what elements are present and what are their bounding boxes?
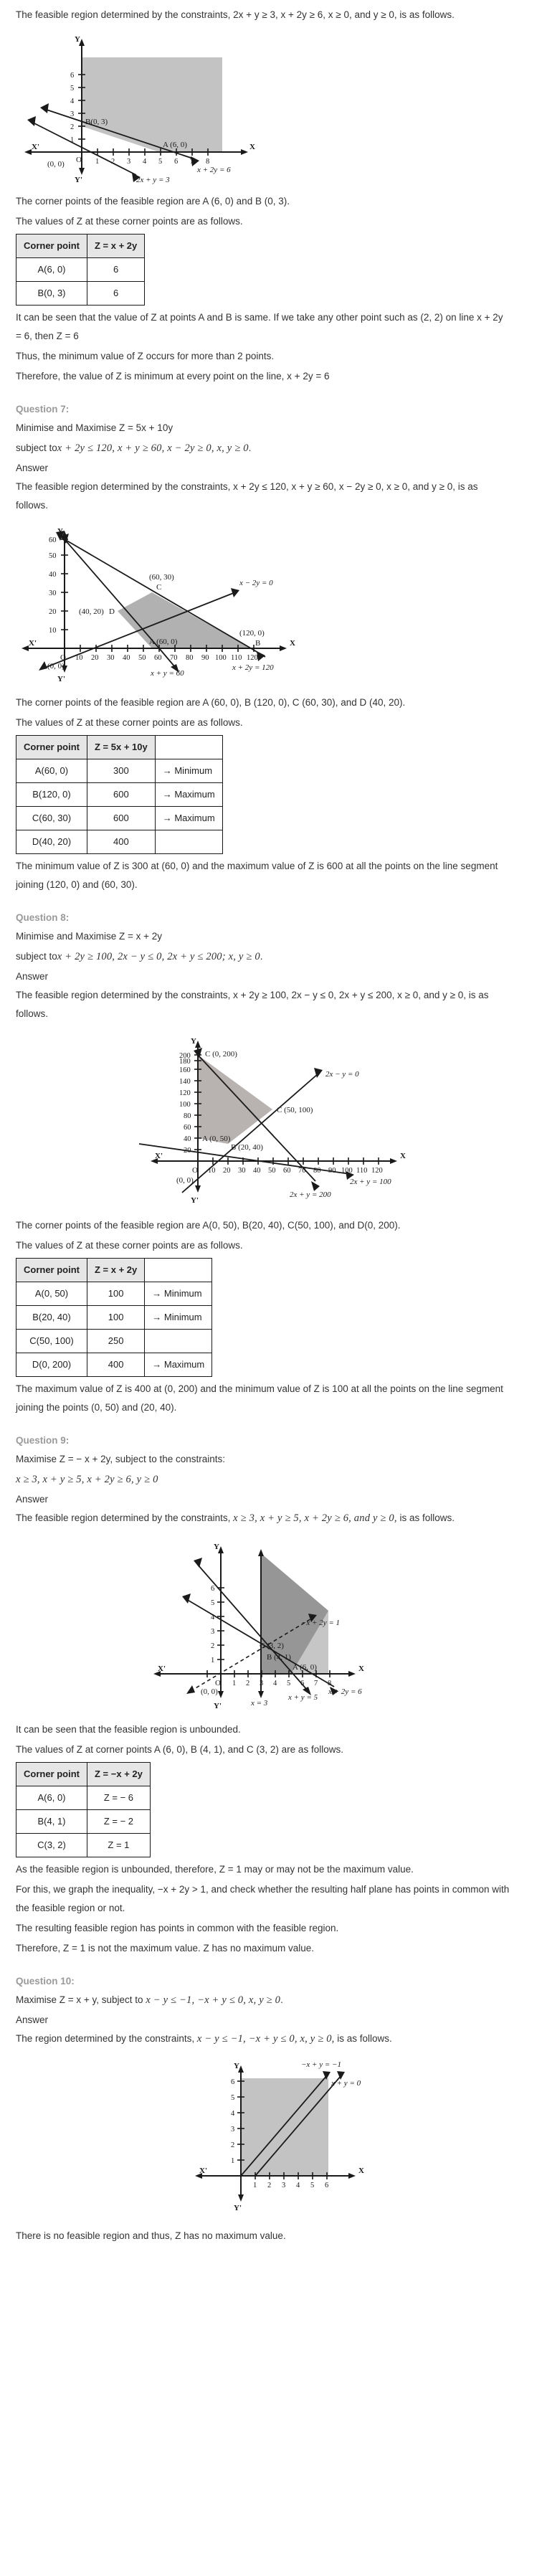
svg-text:90: 90 (201, 654, 209, 662)
svg-text:2: 2 (111, 158, 115, 166)
q7-answer-label: Answer (16, 463, 49, 473)
table-row (16, 1282, 212, 1306)
q9-x-axis-arrow-right (348, 1671, 356, 1677)
q9-label-Y: Y (214, 1543, 219, 1551)
figure-q6-feasible-region (16, 30, 526, 188)
svg-text:2: 2 (267, 2182, 272, 2189)
q7-values-text: The values of Z at these corner points are as follows. (16, 717, 243, 728)
figure-q10-region (16, 2054, 526, 2222)
q6-label-origin-coords: (0, 0) (47, 160, 65, 169)
q8-point-d-label: C (0, 200) (205, 1050, 237, 1059)
q7-label-Y-neg: Y' (57, 675, 65, 683)
cell-corner-point: D(0, 200) (16, 1353, 87, 1377)
svg-text:100: 100 (179, 1101, 191, 1109)
svg-text:110: 110 (231, 654, 242, 662)
svg-text:6: 6 (211, 1585, 215, 1593)
q8-shaded-region (198, 1055, 272, 1144)
q8-line2-label: 2x + y = 100 (350, 1178, 391, 1186)
q9-graph-svg (113, 1533, 429, 1713)
q10-conclusion: There is no feasible region and thus, Z has no maximum value. (16, 2230, 286, 2241)
q6-point-b-label: B(0, 3) (85, 118, 108, 126)
q10-line1-label: −x + y = −1 (301, 2060, 341, 2069)
q6-conclusion-1: It can be seen that the value of Z at points A and B is same. If we take any other point such as (2, 2) on line x + 2y = 6, then Z = 6 (16, 312, 503, 341)
svg-text:6: 6 (174, 158, 179, 166)
svg-text:140: 140 (179, 1078, 191, 1086)
q6-label-Y-neg: Y' (75, 176, 82, 184)
svg-text:10: 10 (208, 1167, 216, 1175)
q9-answer-label: Answer (16, 1494, 49, 1505)
svg-text:5: 5 (310, 2182, 315, 2189)
svg-text:50: 50 (268, 1167, 276, 1175)
svg-text:60: 60 (154, 654, 162, 662)
q10-label-Y: Y (234, 2062, 239, 2070)
svg-text:10: 10 (49, 627, 57, 635)
q9-intro-text (16, 1509, 510, 1528)
q9-values-text: The values of Z at corner points A (6, 0), B (4, 1), and C (3, 2) are as follows. (16, 1744, 343, 1755)
q7-line1-label: x − 2y = 0 (239, 579, 273, 587)
cell-corner-point: B(4, 1) (16, 1810, 87, 1834)
q8-conclusion: The maximum value of Z is 400 at (0, 200) and the minimum value of Z is 100 at all the points on the line segment joining the points (0, 50) and (20, 40). (16, 1383, 503, 1413)
svg-text:10: 10 (75, 654, 83, 662)
table-row (16, 258, 145, 282)
q8-values-text: The values of Z at these corner points are as follows. (16, 1240, 243, 1251)
q7-point-c-coords: (60, 30) (149, 573, 174, 582)
svg-text:120: 120 (371, 1167, 383, 1175)
cell-z-value: Z = 1 (87, 1834, 151, 1857)
svg-text:50: 50 (49, 552, 57, 560)
cell-note: → Minimum (155, 759, 222, 783)
q6-conclusion-2: Thus, the minimum value of Z occurs for more than 2 points. (16, 351, 275, 361)
svg-text:4: 4 (231, 2110, 235, 2118)
svg-text:3: 3 (211, 1628, 215, 1636)
q7-label-Y: Y (57, 527, 63, 536)
q9-conclusion-3: The resulting feasible region has points in common with the feasible region. (16, 1923, 339, 1933)
q9-line-x2y6-arrow (182, 1594, 191, 1604)
q8-label-origin: O (192, 1166, 198, 1175)
q6-z-values-table (16, 234, 145, 306)
svg-text:4: 4 (273, 1680, 277, 1687)
th-z-value: Z = −x + 2y (87, 1763, 151, 1786)
q9-label-Y-neg: Y' (214, 1702, 222, 1710)
q9-z-values-table (16, 1762, 151, 1857)
q10-y-axis-arrow-down (238, 2194, 244, 2202)
q8-label-X-neg: X' (155, 1152, 163, 1160)
q9-x-tick-labels (232, 1680, 331, 1687)
q6-x-axis-arrow-right (241, 149, 248, 155)
q8-corner-points-text: The corner points of the feasible region are A(0, 50), B(20, 40), C(50, 100), and D(0, 200). (16, 1220, 401, 1231)
svg-text:180: 180 (179, 1058, 191, 1066)
q7-line3-arrow2 (39, 661, 47, 671)
q6-values-text: The values of Z at these corner points are as follows. (16, 216, 243, 227)
q8-subject-line: subject tox + 2y ≥ 100, 2x − y ≤ 0, 2x + y ≤ 200; x, y ≥ 0. (16, 951, 263, 962)
cell-z-value: 6 (87, 258, 145, 282)
q7-point-a-label: A (60, 0) (149, 638, 178, 646)
q10-constraints: x − y ≤ −1, −x + y ≤ 0, x, y ≥ 0 (146, 1994, 281, 2006)
cell-z-value: 600 (87, 783, 156, 807)
svg-text:60: 60 (283, 1167, 291, 1175)
cell-note: → Minimum (145, 1306, 212, 1330)
cell-corner-point: A(60, 0) (16, 759, 87, 783)
q7-x-axis-arrow-left (22, 645, 29, 651)
q8-x-tick-labels (208, 1167, 383, 1175)
svg-text:5: 5 (287, 1680, 291, 1687)
q7-label-X: X (290, 639, 295, 648)
figure-q9-feasible-region (16, 1533, 526, 1716)
q6-conclusion-3: Therefore, the value of Z is minimum at every point on the line, x + 2y = 6 (16, 371, 330, 382)
q8-label-X: X (400, 1152, 406, 1160)
cell-z-value: 250 (87, 1330, 145, 1353)
q6-label-X-neg: X' (32, 143, 39, 151)
q9-point-c-label: C (3, 2) (260, 1642, 284, 1650)
q8-statement: Minimise and Maximise Z = x + 2y (16, 931, 163, 942)
q6-x-tick-labels (95, 158, 209, 166)
cell-z-value: 6 (87, 282, 145, 306)
table-header-row (16, 235, 145, 258)
q9-point-b-label: B (4, 1) (267, 1653, 291, 1662)
svg-text:200: 200 (179, 1052, 191, 1060)
cell-z-value: 100 (87, 1306, 145, 1330)
q10-y-tick-labels (231, 2078, 235, 2165)
q10-graph-svg (113, 2054, 429, 2219)
cell-corner-point: A(6, 0) (16, 258, 87, 282)
q10-x-axis-arrow-right (348, 2173, 356, 2179)
svg-text:2: 2 (231, 2141, 235, 2149)
cell-corner-point: A(6, 0) (16, 1786, 87, 1810)
svg-text:2: 2 (70, 123, 75, 131)
q9-conclusion-4: Therefore, Z = 1 is not the maximum value. Z has no maximum value. (16, 1943, 315, 1954)
svg-text:7: 7 (190, 158, 194, 166)
q10-label-Y-neg: Y' (234, 2204, 242, 2212)
q9-intro-math: x ≥ 3, x + y ≥ 5, x + 2y ≥ 6, and y ≥ 0, (233, 1512, 397, 1524)
q6-line1-arrow (40, 103, 49, 113)
th-corner-point: Corner point (16, 736, 87, 759)
q9-line-x3-arrow-up (258, 1549, 264, 1556)
q10-label-X: X (358, 2167, 364, 2175)
svg-text:70: 70 (170, 654, 178, 662)
q7-graph-svg (16, 521, 317, 686)
q9-line-dash-arrow2 (186, 1685, 195, 1694)
svg-text:2: 2 (246, 1680, 250, 1687)
svg-text:20: 20 (91, 654, 99, 662)
svg-text:40: 40 (49, 571, 57, 579)
q8-intro-text: The feasible region determined by the constraints, x + 2y ≥ 100, 2x − y ≤ 0, 2x + y ≤ 200, x ≥ 0, and y ≥ 0, is as follows. (16, 990, 489, 1019)
svg-text:100: 100 (215, 654, 227, 662)
q7-constraints: x + 2y ≤ 120, x + y ≥ 60, x − 2y ≥ 0, x, y ≥ 0 (57, 442, 249, 454)
q7-point-b-label: B (255, 639, 261, 648)
q7-line3-arrow (231, 588, 239, 597)
svg-text:6: 6 (231, 2078, 235, 2086)
table-row (16, 1353, 212, 1377)
svg-text:40: 40 (253, 1167, 261, 1175)
svg-text:4: 4 (143, 158, 147, 166)
q8-x-axis-arrow-right (390, 1158, 397, 1164)
svg-text:5: 5 (231, 2094, 235, 2102)
svg-text:100: 100 (341, 1167, 353, 1175)
q7-corner-points-text: The corner points of the feasible region are A (60, 0), B (120, 0), C (60, 30), and D (40, 20). (16, 697, 406, 708)
q6-label-X: X (249, 143, 255, 151)
q10-answer-label: Answer (16, 2014, 49, 2025)
svg-text:70: 70 (298, 1167, 306, 1175)
svg-text:3: 3 (260, 1680, 264, 1687)
cell-corner-point: B(120, 0) (16, 783, 87, 807)
q7-intro-text: The feasible region determined by the constraints, x + 2y ≤ 120, x + y ≥ 60, x − 2y ≥ 0, x ≥ 0, and y ≥ 0, is as follows. (16, 481, 478, 511)
q6-y-axis-arrow-down (79, 168, 85, 175)
q8-line3-label: 2x + y = 200 (290, 1190, 331, 1199)
q8-subject-label: subject to (16, 951, 57, 962)
q7-line2-label: x + 2y = 120 (232, 663, 274, 672)
table-row (16, 807, 223, 830)
svg-text:20: 20 (223, 1167, 231, 1175)
cell-corner-point: A(0, 50) (16, 1282, 87, 1306)
q9-line1-label: −x + 2y = 1 (301, 1619, 341, 1627)
th-z-value: Z = x + 2y (87, 1259, 145, 1282)
q7-conclusion: The minimum value of Z is 300 at (60, 0) and the maximum value of Z is 600 at all the points on the line segment joining (120, 0) and (60, 30). (16, 861, 498, 890)
cell-corner-point: C(60, 30) (16, 807, 87, 830)
svg-text:80: 80 (186, 654, 194, 662)
svg-text:120: 120 (179, 1089, 191, 1097)
svg-text:1: 1 (232, 1680, 237, 1687)
table-row (16, 830, 223, 854)
q10-statement-prefix: Maximise Z = x + y, subject to (16, 1994, 146, 2005)
svg-text:4: 4 (296, 2182, 300, 2189)
q8-line1-label: 2x − y = 0 (325, 1070, 359, 1079)
table-row (16, 1786, 151, 1810)
q10-statement: Maximise Z = x + y, subject to x − y ≤ −1, −x + y ≤ 0, x, y ≥ 0. (16, 1994, 283, 2006)
q6-shaded-region (82, 57, 222, 152)
q7-statement: Minimise and Maximise Z = 5x + 10y (16, 422, 173, 433)
q6-label-Y: Y (75, 35, 80, 44)
q9-y-tick-labels (211, 1585, 215, 1665)
q8-constraints: x + 2y ≥ 100, 2x − y ≤ 0, 2x + y ≤ 200; x, y ≥ 0 (57, 951, 260, 962)
svg-text:8: 8 (206, 158, 210, 166)
q8-point-c-label: C (50, 100) (277, 1106, 313, 1114)
cell-z-value: Z = − 2 (87, 1810, 151, 1834)
svg-text:1: 1 (211, 1657, 215, 1665)
cell-note: → Maximum (155, 783, 222, 807)
figure-q7-feasible-region (16, 521, 526, 689)
cell-corner-point: B(20, 40) (16, 1306, 87, 1330)
th-corner-point: Corner point (16, 235, 87, 258)
svg-text:30: 30 (49, 589, 57, 597)
q9-y-axis-arrow-down (218, 1691, 224, 1698)
q8-y-axis-arrow-down (195, 1185, 201, 1193)
q9-label-origin: O (215, 1679, 221, 1687)
svg-text:1: 1 (253, 2182, 257, 2189)
q7-label-origin: O (60, 653, 66, 662)
q7-x-axis-arrow-right (280, 645, 287, 651)
q6-label-origin: O (76, 156, 82, 164)
svg-text:90: 90 (328, 1167, 336, 1175)
svg-text:20: 20 (184, 1147, 191, 1155)
svg-text:6: 6 (300, 1680, 305, 1687)
svg-text:2: 2 (211, 1642, 215, 1650)
q10-intro-prefix: The region determined by the constraints, (16, 2033, 197, 2044)
q6-y-tick-labels (70, 72, 75, 144)
svg-text:60: 60 (184, 1124, 191, 1132)
cell-note (155, 830, 222, 854)
svg-text:30: 30 (107, 654, 115, 662)
svg-text:4: 4 (70, 98, 75, 105)
q7-point-d-label: D (109, 607, 115, 616)
question-8-heading: Question 8: (16, 912, 70, 923)
q7-y-tick-labels (49, 536, 57, 635)
th-z-value: Z = x + 2y (87, 235, 145, 258)
svg-text:3: 3 (127, 158, 131, 166)
q8-graph-svg (113, 1029, 429, 1208)
cell-z-value: Z = − 6 (87, 1786, 151, 1810)
q10-intro-math: x − y ≤ −1, −x + y ≤ 0, x, y ≥ 0, (196, 2033, 335, 2045)
q8-label-Y: Y (191, 1037, 196, 1046)
table-row (16, 783, 223, 807)
table-row (16, 282, 145, 306)
cell-corner-point: D(40, 20) (16, 830, 87, 854)
table-row (16, 759, 223, 783)
svg-text:7: 7 (314, 1680, 318, 1687)
cell-note: → Maximum (145, 1353, 212, 1377)
svg-text:30: 30 (238, 1167, 246, 1175)
cell-corner-point: C(3, 2) (16, 1834, 87, 1857)
svg-text:1: 1 (95, 158, 100, 166)
cell-z-value: 300 (87, 759, 156, 783)
q9-constraints: x ≥ 3, x + y ≥ 5, x + 2y ≥ 6, y ≥ 0 (16, 1474, 158, 1485)
svg-text:1: 1 (231, 2157, 235, 2165)
q8-line3-arrow (311, 1181, 320, 1191)
cell-corner-point: B(0, 3) (16, 282, 87, 306)
q7-point-b-coords: (120, 0) (239, 629, 265, 638)
q8-label-origin-coords: (0, 0) (176, 1176, 194, 1185)
figure-q8-feasible-region (16, 1029, 526, 1212)
th-note (155, 736, 222, 759)
cell-z-value: 400 (87, 1353, 145, 1377)
svg-text:20: 20 (49, 608, 57, 616)
q9-intro-suffix: is as follows. (399, 1512, 455, 1523)
th-corner-point: Corner point (16, 1259, 87, 1282)
q8-label-Y-neg: Y' (191, 1196, 199, 1205)
svg-text:3: 3 (231, 2126, 235, 2134)
q6-corner-points-text: The corner points of the feasible region are A (6, 0) and B (0, 3). (16, 196, 290, 207)
q10-label-X-neg: X' (199, 2167, 207, 2175)
q9-point-a-label: A (6, 0) (293, 1663, 317, 1672)
cell-z-value: 600 (87, 807, 156, 830)
table-row (16, 1834, 151, 1857)
cell-note: → Maximum (155, 807, 222, 830)
cell-note (145, 1330, 212, 1353)
table-header-row (16, 736, 223, 759)
q6-intro-text: The feasible region determined by the constraints, 2x + y ≥ 3, x + 2y ≥ 6, x ≥ 0, and y ≥ 0, is as follows. (16, 9, 455, 20)
svg-text:6: 6 (70, 72, 75, 80)
q7-z-values-table (16, 735, 223, 854)
q9-conclusion-2: For this, we graph the inequality, −x + 2y > 1, and check whether the resulting half plane has points in common with the feasible region or not. (16, 1884, 510, 1913)
cell-z-value: 400 (87, 830, 156, 854)
th-corner-point: Corner point (16, 1763, 87, 1786)
q8-z-values-table (16, 1258, 212, 1377)
q6-x-axis-arrow-left (24, 149, 32, 155)
svg-text:4: 4 (211, 1614, 215, 1621)
svg-text:5: 5 (211, 1599, 215, 1607)
q6-point-a-label: A (6, 0) (163, 141, 187, 149)
q9-line2-label: x = 3 (251, 1699, 268, 1708)
svg-text:80: 80 (184, 1112, 191, 1120)
svg-text:80: 80 (313, 1167, 321, 1175)
svg-text:3: 3 (70, 110, 75, 118)
q6-line2-label: 2x + y = 3 (136, 176, 170, 184)
q7-label-X-neg: X' (29, 639, 37, 648)
question-10-heading: Question 10: (16, 1976, 75, 1987)
q7-label-origin-coords: (0, 0) (47, 662, 65, 671)
svg-text:3: 3 (282, 2182, 286, 2189)
svg-text:110: 110 (356, 1167, 368, 1175)
svg-text:6: 6 (325, 2182, 329, 2189)
table-header-row (16, 1259, 212, 1282)
q6-line2-arrow (27, 116, 36, 126)
q7-point-d-coords: (40, 20) (79, 607, 104, 616)
q9-label-X-neg: X' (158, 1665, 166, 1673)
q9-intro-prefix: The feasible region determined by the constraints, (16, 1512, 234, 1523)
svg-text:5: 5 (70, 85, 75, 93)
q9-conclusion-1: As the feasible region is unbounded, therefore, Z = 1 may or may not be the maximum value. (16, 1864, 414, 1875)
svg-text:160: 160 (179, 1066, 191, 1074)
q8-point-b-label: B (20, 40) (231, 1143, 263, 1152)
cell-z-value: 100 (87, 1282, 145, 1306)
q6-graph-svg (16, 30, 260, 184)
question-9-heading: Question 9: (16, 1435, 70, 1446)
svg-text:8: 8 (328, 1680, 332, 1687)
q9-line3-label: x + y = 5 (288, 1693, 318, 1702)
q10-line2-label: x + y = 0 (331, 2079, 361, 2088)
cell-corner-point: C(50, 100) (16, 1330, 87, 1353)
th-z-value: Z = 5x + 10y (87, 736, 156, 759)
svg-text:50: 50 (138, 654, 146, 662)
table-row (16, 1330, 212, 1353)
table-header-row (16, 1763, 151, 1786)
q7-subject-label: subject to (16, 442, 57, 453)
q10-intro-text (16, 2030, 510, 2048)
q7-line3-label: x + y = 60 (151, 669, 184, 678)
q7-point-c-label: C (156, 583, 162, 592)
q9-line-xy5-arrow (194, 1558, 202, 1568)
q7-shaded-region (118, 592, 251, 648)
table-row (16, 1306, 212, 1330)
svg-text:40: 40 (123, 654, 130, 662)
svg-text:1: 1 (70, 136, 75, 144)
cell-note: → Minimum (145, 1282, 212, 1306)
svg-text:120: 120 (247, 654, 258, 662)
svg-text:40: 40 (184, 1135, 191, 1143)
q9-unbounded-text: It can be seen that the feasible region is unbounded. (16, 1724, 241, 1735)
q9-line4-label: x + 2y = 6 (328, 1687, 362, 1696)
q9-statement: Maximise Z = − x + 2y, subject to the constraints: (16, 1454, 225, 1464)
q9-label-X: X (358, 1665, 364, 1673)
q8-point-a-label: A (0, 50) (202, 1135, 231, 1143)
q6-line1-label: x + 2y = 6 (197, 166, 231, 174)
q7-subject-line: subject tox + 2y ≤ 120, x + y ≥ 60, x − 2y ≥ 0, x, y ≥ 0. (16, 442, 252, 454)
q8-answer-label: Answer (16, 971, 49, 982)
q9-line-x3-arrow-down (258, 1691, 264, 1698)
question-7-heading: Question 7: (16, 404, 70, 415)
svg-text:5: 5 (158, 158, 163, 166)
svg-text:60: 60 (49, 536, 57, 544)
th-note (145, 1259, 212, 1282)
table-row (16, 1810, 151, 1834)
q10-x-tick-labels (253, 2182, 328, 2189)
q10-intro-suffix: is as follows. (337, 2033, 392, 2044)
q9-label-origin-coords: (0, 0) (201, 1687, 218, 1696)
q8-y-tick-labels (179, 1052, 191, 1155)
